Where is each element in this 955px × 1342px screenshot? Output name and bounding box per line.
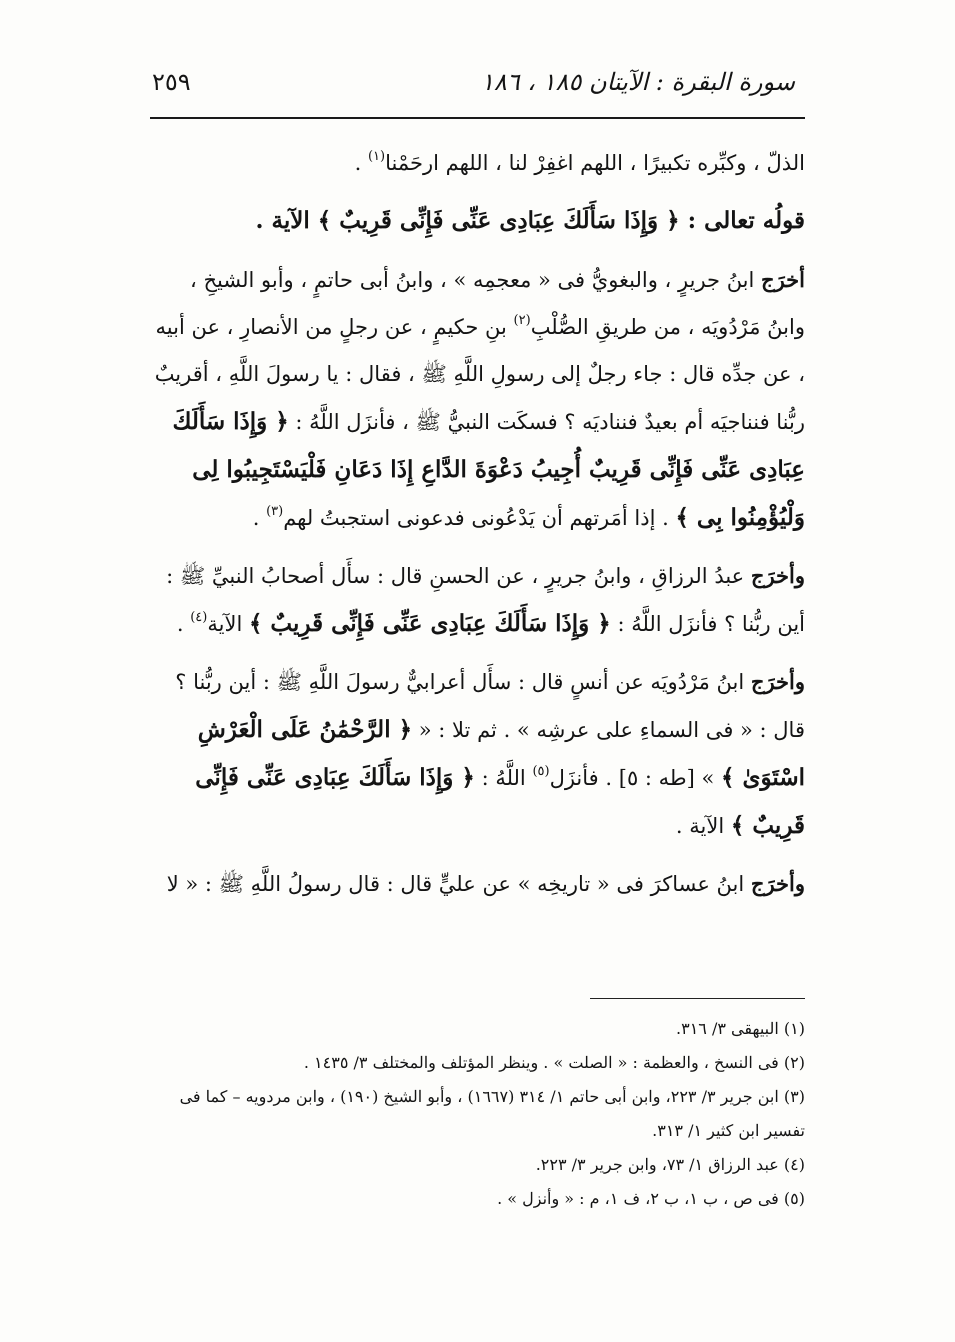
header-rule [150, 117, 805, 119]
footnote-1: (١) البيهقى ٣/ ٣١٦. [676, 1019, 805, 1038]
paragraph-text: ابنُ جريرٍ ، والبغويُّ فى « معجمِه » ، وابنُ أبى حاتمٍ ، وأبو الشيخِ ، وابنُ مَرْدُويَه ، من طريقِ الصُّلْبِ [190, 268, 805, 339]
paragraph-narration-4 [150, 860, 805, 908]
punctuation: . [354, 151, 368, 175]
quran-verse: ﴿ وَإِذَا سَأَلَكَ عِبَادِى عَنِّى فَإِنِّى قَرِيبٌ ﴾ [195, 764, 805, 839]
footnote-4: (٤) عبد الرزاق ١/ ٧٣، وابن جرير ٣/ ٢٢٣. [535, 1155, 805, 1174]
narration-lead: وأخرَج [750, 669, 805, 694]
page-number: ٢٥٩ [152, 68, 191, 96]
footnote-marker: (٣) [266, 504, 284, 519]
verse-heading [150, 197, 805, 244]
footnotes [150, 1012, 805, 1216]
main-text [150, 140, 805, 918]
heading-lead: قولُه تعالى : [687, 207, 805, 234]
paragraph-narration-1 [150, 256, 805, 542]
paragraph-text: عبدُ الرزاقِ ، وابنُ جريرٍ ، عن الحسنِ قال : سأَل أصحابُ النبيِّ ﷺ : أين ربُّنا ؟ فأنزَل اللَّهُ : [166, 564, 805, 636]
paragraph-text: » [طه : ٥] . فأنزَل [549, 766, 722, 790]
quran-verse: ﴿ وَإِذَا سَأَلَكَ عِبَادِى عَنِّى فَإِنِّى قَرِيبٌ أُجِيبُ دَعْوَةَ الدَّاعِ إِذَا دَعَانِ فَلْيَسْتَجِيبُوا لِى وَلْيُؤْمِنُوا بِى ﴾ [172, 408, 805, 531]
footnote-rule [590, 998, 805, 999]
quran-verse: ﴿ وَإِذَا سَأَلَكَ عِبَادِى عَنِّى فَإِنِّى قَرِيبٌ ﴾ [317, 207, 680, 234]
punctuation: . [176, 612, 191, 636]
footnote-marker: (٤) [190, 610, 208, 625]
narration-lead: وأخرَج [750, 871, 805, 896]
running-head: سورة البقرة : الآيتان ١٨٥ ، ١٨٦ [480, 68, 795, 96]
punctuation: الآية . [675, 814, 731, 838]
paragraph-text: الذلّ ، وكبِّره تكبيرًا ، اللهم اغفِرْ لنا ، اللهم ارحَمْنا [385, 151, 805, 175]
punctuation: . [252, 506, 267, 530]
paragraph-text: بنِ حكيمٍ ، عن رجلٍ من الأنصارِ ، عن أبيه ، عن جدِّه قال : جاء رجلٌ إلى رسولِ اللَّهِ ﷺ ، فقال : يا رسولَ اللَّهِ ، أقريبٌ ربُّنا فنناجيَه أم بعيدٌ فنناديَه ؟ فسكَت النبيُّ ﷺ ، فأنزَل اللَّهُ : [154, 315, 805, 434]
footnote-5: (٥) فى ص ، ب ١، ب ٢، ف ١، م : « وأنزل » . [497, 1189, 805, 1208]
paragraph-continuation [150, 140, 805, 187]
paragraph-text: اللَّهُ : [474, 766, 533, 790]
footnote-2: (٢) فى النسخ ، والعظمة : « الصلت » . وينظر المؤتلف والمختلف ٣/ ١٤٣٥ . [303, 1053, 805, 1072]
quran-verse: ﴿ الرَّحْمَٰنُ عَلَى الْعَرْشِ اسْتَوَىٰ ﴾ [197, 716, 805, 791]
footnote-3: (٣) ابن جرير ٣/ ٢٢٣، وابن أبى حاتم ١/ ٣١٤ (١٦٦٧) ، وأبو الشيخ (١٩٠) ، وابن مردويه – كما فى تفسير ابن كثير ١/ ٣١٣. [179, 1087, 805, 1140]
footnote-marker: (٢) [513, 313, 531, 328]
paragraph-narration-2 [150, 552, 805, 648]
paragraph-text: ابنُ مَرْدُويَه عن أنسٍ قال : سأَل أعرابيٌّ رسولَ اللَّهِ ﷺ : أين ربُّنا ؟ قال : « فى السماءِ على عرشِه » . ثم تلا : « [175, 670, 805, 742]
paragraph-text: الآية [207, 612, 249, 636]
narration-lead: وأخرَج [750, 563, 805, 588]
heading-end: الآية . [255, 207, 318, 234]
quran-verse: ﴿ وَإِذَا سَأَلَكَ عِبَادِى عَنِّى فَإِنِّى قَرِيبٌ ﴾ [248, 610, 611, 637]
paragraph-narration-3 [150, 658, 805, 850]
paragraph-text: . إذا أمَرتهم أن يَدْعُونى فدعونى استجبتُ لهم [283, 506, 676, 530]
footnote-marker: (٥) [532, 764, 550, 779]
footnote-marker: (١) [367, 149, 386, 164]
narration-lead: أخرَج [761, 267, 805, 292]
page-header [150, 62, 805, 110]
paragraph-text: ابنُ عساكرَ فى « تاريخِه » عن عليٍّ قال : قال رسولُ اللَّهِ ﷺ : « لا [166, 872, 751, 896]
